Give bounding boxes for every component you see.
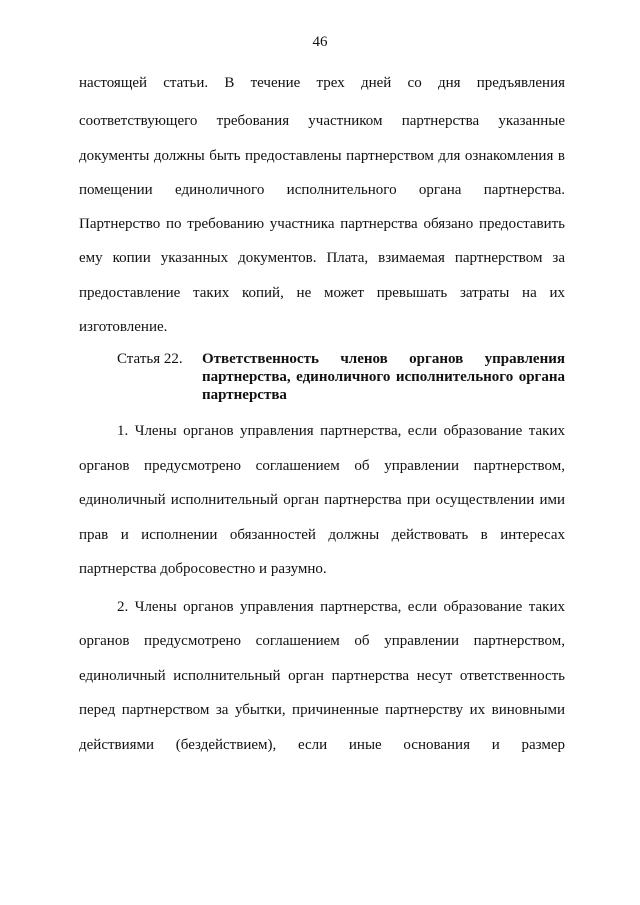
paragraph2-line: органов предусмотрено соглашением об управлении партнерством, <box>79 633 565 649</box>
continuation-line: предоставление таких копий, не может превышать затраты на их <box>79 285 565 301</box>
paragraph2-line: 2. Члены органов управления партнерства, если образование таких <box>117 599 565 615</box>
article-title-line: партнерства, единоличного исполнительного органа <box>202 369 565 385</box>
continuation-line: настоящей статьи. В течение трех дней со дня предъявления <box>79 75 565 91</box>
paragraph1-line: 1. Члены органов управления партнерства, если образование таких <box>117 423 565 439</box>
page-number: 46 <box>312 34 328 50</box>
article-title-line: Ответственность членов органов управления <box>202 351 565 367</box>
continuation-line: соответствующего требования участником партнерства указанные <box>79 113 565 129</box>
paragraph1-line: прав и исполнении обязанностей должны действовать в интересах <box>79 527 565 543</box>
paragraph2-line: перед партнерством за убытки, причиненные партнерству их виновными <box>79 702 565 718</box>
article-title-line: партнерства <box>202 387 287 403</box>
paragraph1-line: органов предусмотрено соглашением об управлении партнерством, <box>79 458 565 474</box>
paragraph2-line: единоличный исполнительный орган партнерства несут ответственность <box>79 668 565 684</box>
article-label: Статья 22. <box>117 351 183 367</box>
paragraph2-line: действиями (бездействием), если иные основания и размер <box>79 737 565 753</box>
continuation-line: документы должны быть предоставлены партнерством для ознакомления в <box>79 148 565 164</box>
paragraph1-line: партнерства добросовестно и разумно. <box>79 561 327 577</box>
continuation-line: Партнерство по требованию участника партнерства обязано предоставить <box>79 216 565 232</box>
paragraph1-line: единоличный исполнительный орган партнерства при осуществлении ими <box>79 492 565 508</box>
continuation-line: ему копии указанных документов. Плата, взимаемая партнерством за <box>79 250 565 266</box>
continuation-line: изготовление. <box>79 319 168 335</box>
continuation-line: помещении единоличного исполнительного органа партнерства. <box>79 182 565 198</box>
